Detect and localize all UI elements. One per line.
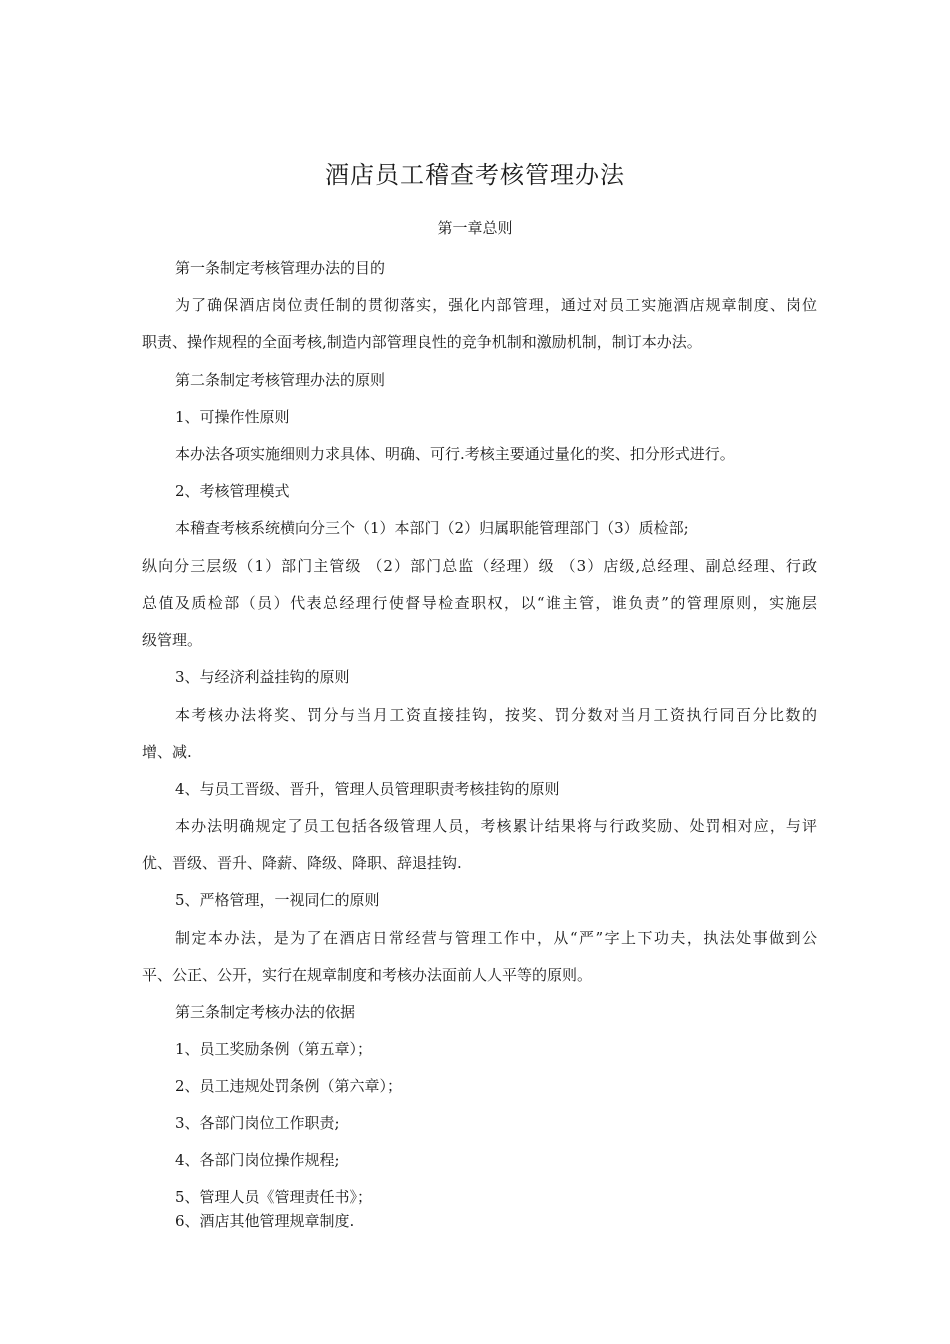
paragraph-line: 增、减. bbox=[142, 743, 192, 761]
item-heading: 5、严格管理，一视同仁的原则 bbox=[175, 891, 380, 909]
article-heading: 第三条制定考核办法的依据 bbox=[175, 1003, 356, 1021]
item-heading: 2、考核管理模式 bbox=[175, 482, 290, 500]
article-heading: 第一条制定考核管理办法的目的 bbox=[175, 259, 386, 277]
paragraph-line: 本办法明确规定了员工包括各级管理人员，考核累计结果将与行政奖励、处罚相对应，与评 bbox=[175, 817, 817, 835]
paragraph-line: 本稽查考核系统横向分三个（1）本部门（2）归属职能管理部门（3）质检部; bbox=[175, 519, 689, 537]
paragraph-line: 本考核办法将奖、罚分与当月工资直接挂钩，按奖、罚分数对当月工资执行同百分比数的 bbox=[175, 706, 817, 724]
item-heading: 4、与员工晋级、晋升，管理人员管理职责考核挂钩的原则 bbox=[175, 780, 560, 798]
paragraph-line: 职责、操作规程的全面考核,制造内部管理良性的竞争机制和激励机制，制订本办法。 bbox=[142, 333, 702, 351]
list-item: 3、各部门岗位工作职责; bbox=[175, 1114, 340, 1132]
paragraph-line: 纵向分三层级（1）部门主管级 （2）部门总监（经理）级 （3）店级,总经理、副总经理、行政 bbox=[142, 557, 817, 575]
list-item: 4、各部门岗位操作规程; bbox=[175, 1151, 340, 1169]
list-item: 2、员工违规处罚条例（第六章）； bbox=[175, 1077, 403, 1095]
item-heading: 3、与经济利益挂钩的原则 bbox=[175, 668, 350, 686]
paragraph-line: 总值及质检部（员）代表总经理行使督导检查职权，以“谁主管，谁负责”的管理原则，实施层 bbox=[142, 594, 817, 612]
paragraph-line: 制定本办法，是为了在酒店日常经营与管理工作中，从“严”字上下功夫，执法处事做到公 bbox=[175, 929, 817, 947]
list-item: 1、员工奖励条例（第五章）； bbox=[175, 1040, 373, 1058]
paragraph-line: 平、公正、公开，实行在规章制度和考核办法面前人人平等的原则。 bbox=[142, 966, 593, 984]
paragraph-line: 级管理。 bbox=[142, 631, 203, 649]
paragraph-line: 为了确保酒店岗位责任制的贯彻落实，强化内部管理，通过对员工实施酒店规章制度、岗位 bbox=[175, 296, 817, 314]
paragraph-line: 本办法各项实施细则力求具体、明确、可行.考核主要通过量化的奖、扣分形式进行。 bbox=[175, 445, 735, 463]
document-title: 酒店员工稽查考核管理办法 bbox=[325, 161, 625, 189]
article-heading: 第二条制定考核管理办法的原则 bbox=[175, 371, 386, 389]
chapter-heading: 第一章总则 bbox=[437, 219, 513, 237]
list-item: 5、管理人员《管理责任书》； bbox=[175, 1188, 373, 1206]
item-heading: 1、可操作性原则 bbox=[175, 408, 290, 426]
paragraph-line: 优、晋级、晋升、降薪、降级、降职、辞退挂钩. bbox=[142, 854, 462, 872]
list-item: 6、酒店其他管理规章制度. bbox=[175, 1212, 355, 1230]
